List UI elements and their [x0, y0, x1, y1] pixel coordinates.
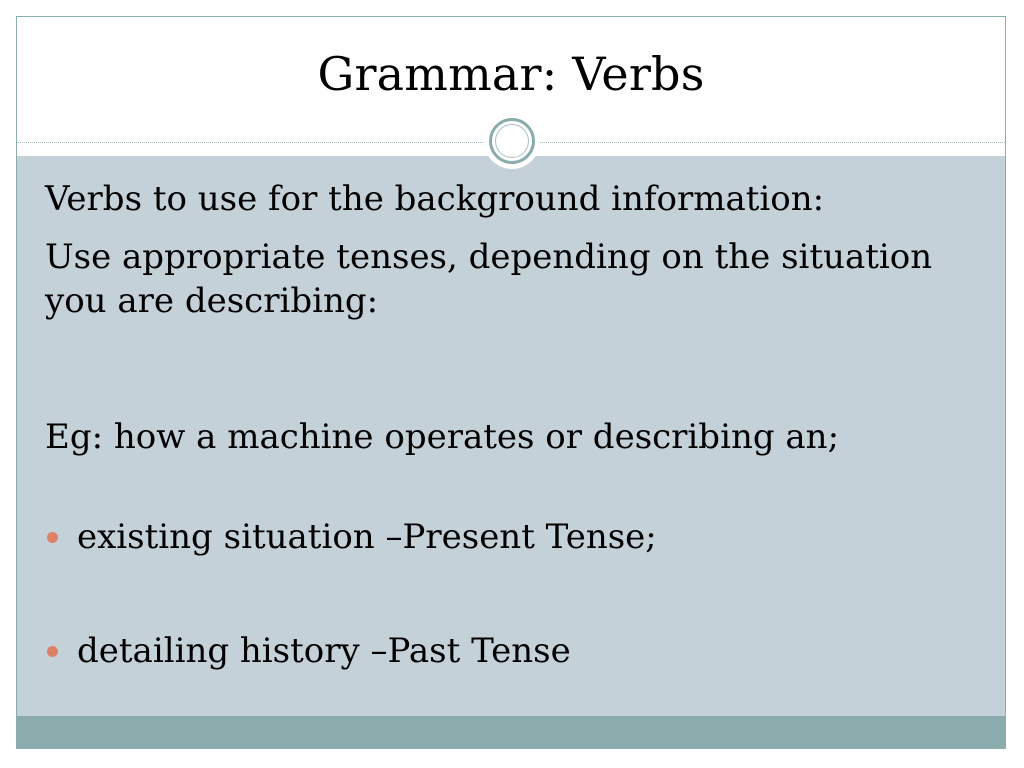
bullet-text: existing situation –Present Tense;: [77, 517, 657, 557]
ornament-ring: [489, 118, 535, 164]
body-line-example: Eg: how a machine operates or describing an;: [45, 417, 840, 457]
slide: [16, 16, 1006, 749]
bullet-dot-icon: [47, 646, 58, 657]
body-line-tenses: Use appropriate tenses, depending on the situation you are describing:: [45, 237, 933, 321]
slide-title: Grammar: Verbs: [317, 47, 705, 101]
body-line-background: Verbs to use for the background information:: [45, 179, 825, 219]
circle-ornament-icon: [484, 113, 540, 169]
footer-bar: [17, 716, 1005, 749]
bullet-text: detailing history –Past Tense: [77, 631, 571, 671]
bullet-dot-icon: [47, 532, 58, 543]
ornament-inner-ring: [495, 124, 529, 158]
